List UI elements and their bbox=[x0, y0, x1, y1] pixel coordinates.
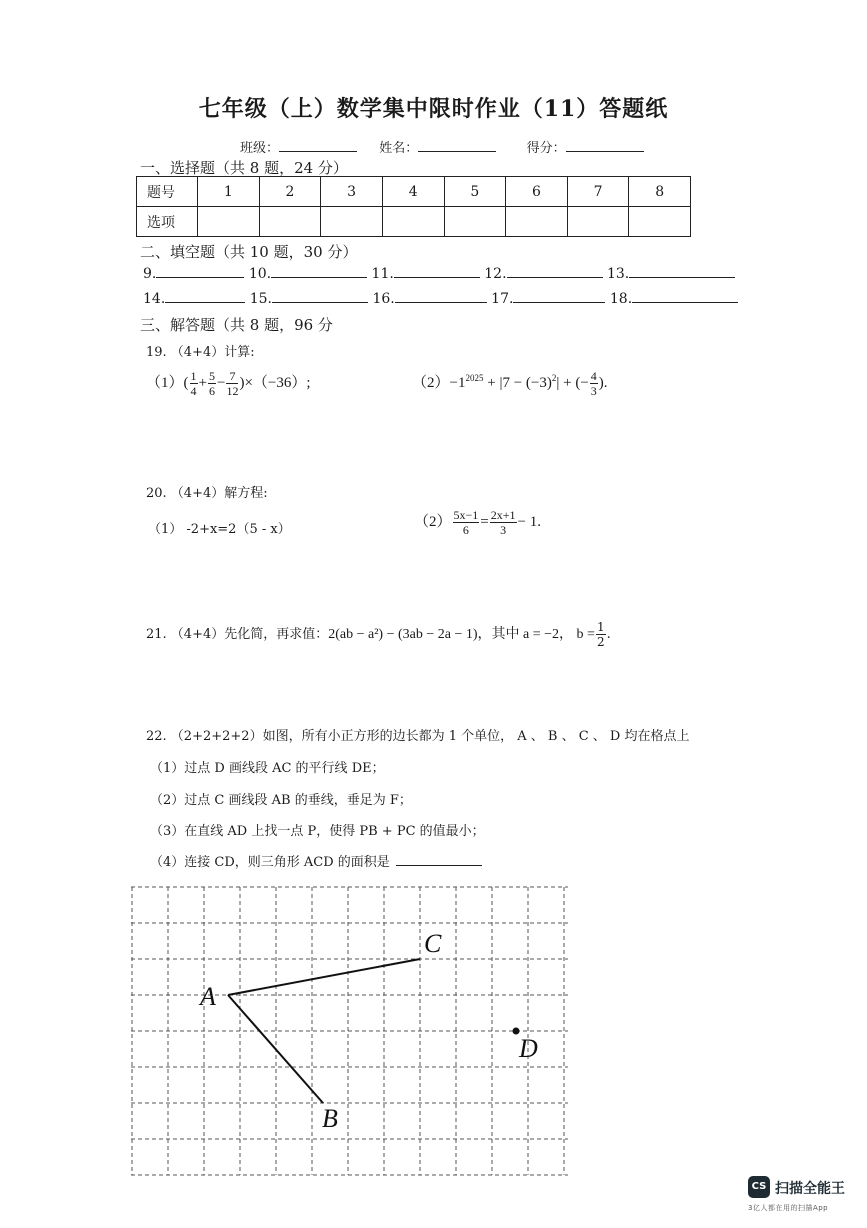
table-cell: 3 bbox=[321, 177, 383, 207]
label-B: B bbox=[322, 1104, 338, 1133]
scanner-logo-icon: CS bbox=[748, 1176, 770, 1198]
answer-cell[interactable] bbox=[567, 207, 629, 237]
fraction: $\frac{1}{4}$ bbox=[190, 369, 197, 398]
q20-part1: （1） -2+x=2（5 - x） bbox=[148, 522, 291, 537]
table-row bbox=[137, 207, 691, 237]
table-cell: 5 bbox=[444, 177, 506, 207]
blank-label: 10. bbox=[248, 266, 272, 282]
q22-heading: 22. （2+2+2+2）如图，所有小正方形的边长都为 1 个单位， A 、 B 、 C 、 D 均在格点上 bbox=[146, 729, 690, 744]
label-C: C bbox=[424, 929, 442, 958]
fraction: $\frac{2x+1}{3}$ bbox=[490, 508, 516, 537]
fill-row-2 bbox=[143, 290, 738, 307]
blank-label: 13. bbox=[606, 266, 630, 282]
scanner-app-name: 扫描全能王 bbox=[775, 1181, 845, 1197]
blank-label: 9. bbox=[143, 266, 157, 282]
grid-figure bbox=[128, 883, 573, 1178]
page-title: 七年级（上）数学集中限时作业（11）答题纸 bbox=[198, 96, 669, 122]
row-header-option: 选项 bbox=[137, 207, 198, 237]
q20-part2: （2） $\frac{5x-1}{6}$ = $\frac{2x+1}{3}$ − 1. bbox=[414, 508, 542, 537]
class-label: 班级： bbox=[240, 141, 280, 156]
q22-item-3: （3）在直线 AD 上找一点 P，使得 PB + PC 的值最小； bbox=[150, 824, 485, 839]
blank-label: 15. bbox=[249, 291, 272, 307]
fill-row-1 bbox=[143, 265, 735, 282]
blank-label: 18. bbox=[609, 291, 633, 307]
name-label: 姓名： bbox=[379, 141, 419, 156]
q22-item-2: （2）过点 C 画线段 AB 的垂线，垂足为 F； bbox=[150, 793, 412, 808]
table-cell: 6 bbox=[506, 177, 568, 207]
class-blank bbox=[279, 139, 357, 152]
table-row bbox=[137, 177, 691, 207]
answer-cell[interactable] bbox=[506, 207, 568, 237]
q21-expression: 2(ab − a²) − (3ab − 2a − 1)，其中 a = −2， b = bbox=[328, 627, 595, 642]
info-row bbox=[240, 137, 644, 156]
q19-part1: （1）( $\frac{1}{4}$ + $\frac{5}{6}$ − $\frac{7}{12}$ )×（−36）; bbox=[146, 369, 311, 398]
blank-label: 14. bbox=[143, 291, 166, 307]
q21-heading: 21. （4+4）先化简，再求值： bbox=[146, 627, 329, 642]
table-cell: 8 bbox=[629, 177, 691, 207]
answer-cell[interactable] bbox=[321, 207, 383, 237]
blank-label: 17. bbox=[491, 291, 514, 307]
answer-blank[interactable] bbox=[394, 265, 480, 278]
table-cell: 4 bbox=[382, 177, 444, 207]
q19-heading: 19. （4+4）计算: bbox=[146, 345, 255, 360]
scanner-app-slogan: 3亿人都在用的扫描App bbox=[748, 1204, 829, 1212]
score-blank bbox=[566, 139, 644, 152]
fraction: $\frac{1}{2}$ bbox=[596, 620, 605, 649]
score-label: 得分： bbox=[526, 141, 566, 156]
blank-label: 16. bbox=[372, 291, 395, 307]
label-A: A bbox=[200, 982, 216, 1011]
q22-item-4: （4）连接 CD，则三角形 ACD 的面积是 bbox=[150, 851, 482, 870]
label-D: D bbox=[519, 1034, 538, 1063]
grid-lines bbox=[131, 887, 568, 1175]
answer-blank[interactable] bbox=[395, 290, 487, 303]
q21: 21. （4+4）先化简，再求值：2(ab − a²) − (3ab − 2a − 1)，其中 a = −2， b = $\frac{1}{2}$ . bbox=[146, 620, 611, 649]
row-header-number: 题号 bbox=[137, 177, 198, 207]
section-fill: 二、填空题（共 10 题，30 分） bbox=[140, 243, 358, 261]
blank-label: 11. bbox=[371, 266, 394, 282]
area-answer-blank[interactable] bbox=[396, 853, 482, 866]
answer-cell[interactable] bbox=[382, 207, 444, 237]
q22-item-1: （1）过点 D 画线段 AC 的平行线 DE； bbox=[150, 761, 385, 776]
fraction: $\frac{4}{3}$ bbox=[590, 369, 597, 398]
answer-blank[interactable] bbox=[156, 265, 244, 278]
answer-blank[interactable] bbox=[165, 290, 245, 303]
choice-table bbox=[136, 176, 691, 237]
answer-blank[interactable] bbox=[271, 265, 367, 278]
name-blank bbox=[418, 139, 496, 152]
table-cell: 7 bbox=[567, 177, 629, 207]
answer-cell[interactable] bbox=[259, 207, 321, 237]
answer-blank[interactable] bbox=[507, 265, 603, 278]
section-answer: 三、解答题（共 8 题，96 分 bbox=[140, 316, 333, 334]
section-choice: 一、选择题（共 8 题，24 分） bbox=[140, 159, 348, 177]
answer-cell[interactable] bbox=[629, 207, 691, 237]
q19-part2: $(2)-1^{2025} + |7 - (-3)^2|$ + (− $\frac{4}{3}$ ). bbox=[412, 369, 608, 398]
answer-cell[interactable] bbox=[198, 207, 260, 237]
table-cell: 2 bbox=[259, 177, 321, 207]
table-cell: 1 bbox=[198, 177, 260, 207]
answer-blank[interactable] bbox=[629, 265, 735, 278]
fraction: $\frac{5x-1}{6}$ bbox=[453, 508, 479, 537]
blank-label: 12. bbox=[484, 266, 507, 282]
fraction: $\frac{5}{6}$ bbox=[208, 369, 215, 398]
answer-cell[interactable] bbox=[444, 207, 506, 237]
answer-blank[interactable] bbox=[513, 290, 605, 303]
fraction: $\frac{7}{12}$ bbox=[226, 369, 239, 398]
q20-heading: 20. （4+4）解方程: bbox=[146, 486, 268, 501]
segment-AC bbox=[228, 959, 420, 995]
answer-blank[interactable] bbox=[272, 290, 368, 303]
answer-blank[interactable] bbox=[632, 290, 738, 303]
